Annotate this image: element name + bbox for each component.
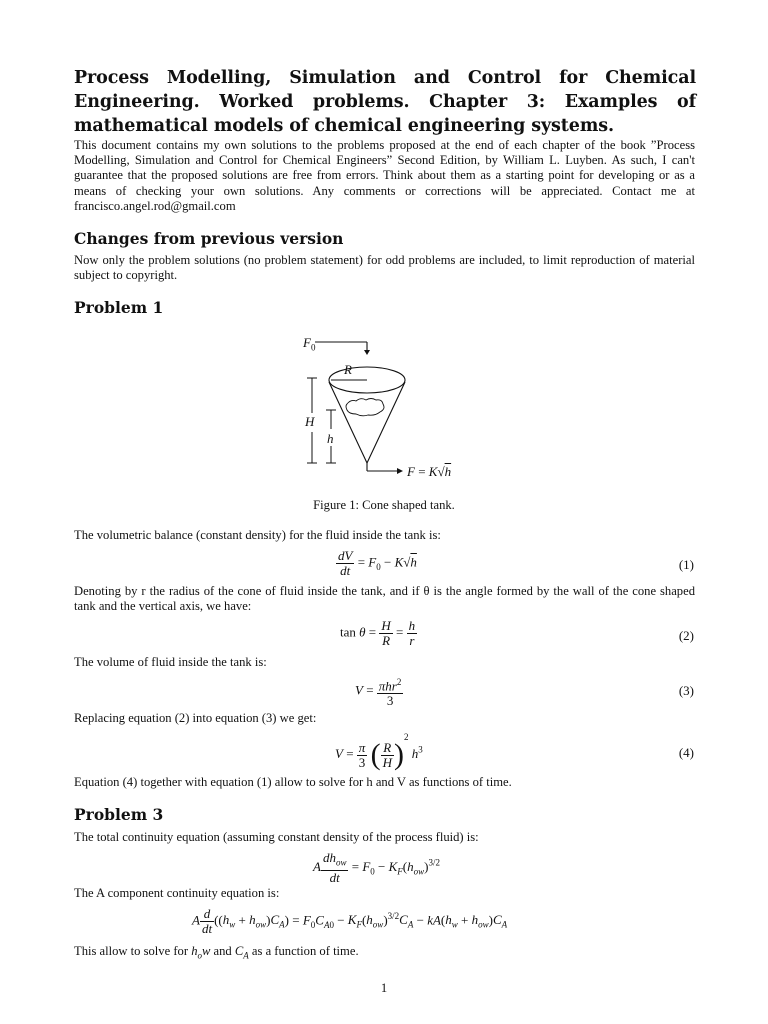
equation-2-number: (2) (678, 628, 694, 643)
cone-tank-figure (295, 330, 495, 485)
problem1-heading: Problem 1 (74, 298, 164, 317)
problem1-para5: Equation (4) together with equation (1) allow to solve for h and V as functions of time. (74, 775, 512, 789)
label-F0: $F_0$ (303, 335, 316, 353)
problem1-para2: Denoting by r the radius of the cone of fluid inside the tank, and if θ is the angle formed by the wall of the cone shaped tank and the vertical axis, we have: (74, 584, 695, 614)
liquid-surface (346, 399, 384, 416)
problem1-para1: The volumetric balance (constant density) for the fluid inside the tank is: (74, 528, 441, 542)
equation-component-continuity: A $\frac{d}{dt}$ $((h_w + h_{ow})C_A) = F_0C_{A0} - K_F(h_{ow})^{3/2}C_A - kA(h_w + h_{ow})C_A$ (192, 906, 508, 936)
changes-paragraph: Now only the problem solutions (no problem statement) for odd problems are included, to limit reproduction of material subject to copyright. (74, 253, 695, 283)
equation-3-number: (3) (678, 683, 694, 698)
changes-heading: Changes from previous version (74, 229, 344, 248)
cone-wall-right (367, 382, 405, 463)
equation-total-continuity: A $\frac{dh_{ow}}{dt}$ = $F_0 - K_F(h_{ow})^{3/2}$ (313, 850, 440, 885)
problem3-para1: The total continuity equation (assuming constant density of the process fluid) is: (74, 830, 479, 844)
outlet-arrow-head (397, 468, 403, 474)
cone-wall-left (329, 382, 367, 463)
problem3-para3: This allow to solve for $h_ow$ and $C_A$ as a function of time. (74, 944, 359, 961)
equation-4: V = $\frac{\pi}{3}$ ( $\frac{R}{H}$ )$^2$ $h^3$ (335, 732, 423, 772)
label-R: R (344, 362, 352, 377)
equation-1: $\frac{dV}{dt}$ = $F_0 - K√h$ (338, 548, 417, 578)
page-number: 1 (380, 981, 388, 995)
inlet-arrow-head (364, 350, 370, 355)
intro-paragraph: This document contains my own solutions to the problems proposed at the end of each chapter of the book ”Process Modelling, Simulation and Control for Chemical Engineers” Second Edition, by William L. Luyben. As such, I can't guarantee that the proposed solutions are free from errors. Think about them as a starting point for developing or as a means of checking your own solutions. Any comments or corrections will be appreciated. Contact me at francisco.angel.rod@gmail.com (74, 138, 695, 213)
label-h: h (327, 431, 334, 446)
figure-caption: Figure 1: Cone shaped tank. (313, 498, 455, 512)
equation-1-number: (1) (678, 557, 694, 572)
problem3-heading: Problem 3 (74, 805, 164, 824)
equation-3: V = $\frac{\pi hr^2}{3}$ (355, 677, 402, 709)
problem1-para3: The volume of fluid inside the tank is: (74, 655, 267, 669)
equation-4-number: (4) (678, 745, 694, 760)
label-F: F = K√h (407, 464, 452, 479)
problem3-para2: The A component continuity equation is: (74, 886, 280, 900)
problem1-para4: Replacing equation (2) into equation (3) we get: (74, 711, 317, 725)
document-title: Process Modelling, Simulation and Control for Chemical Engineering. Worked problems. Chapter 3: Examples of mathematical models of chemical engineering systems. (74, 68, 696, 136)
equation-2: tan θ = $\frac{H}{R}$ = $\frac{h}{r}$ (340, 618, 416, 648)
label-H: H (305, 414, 315, 429)
